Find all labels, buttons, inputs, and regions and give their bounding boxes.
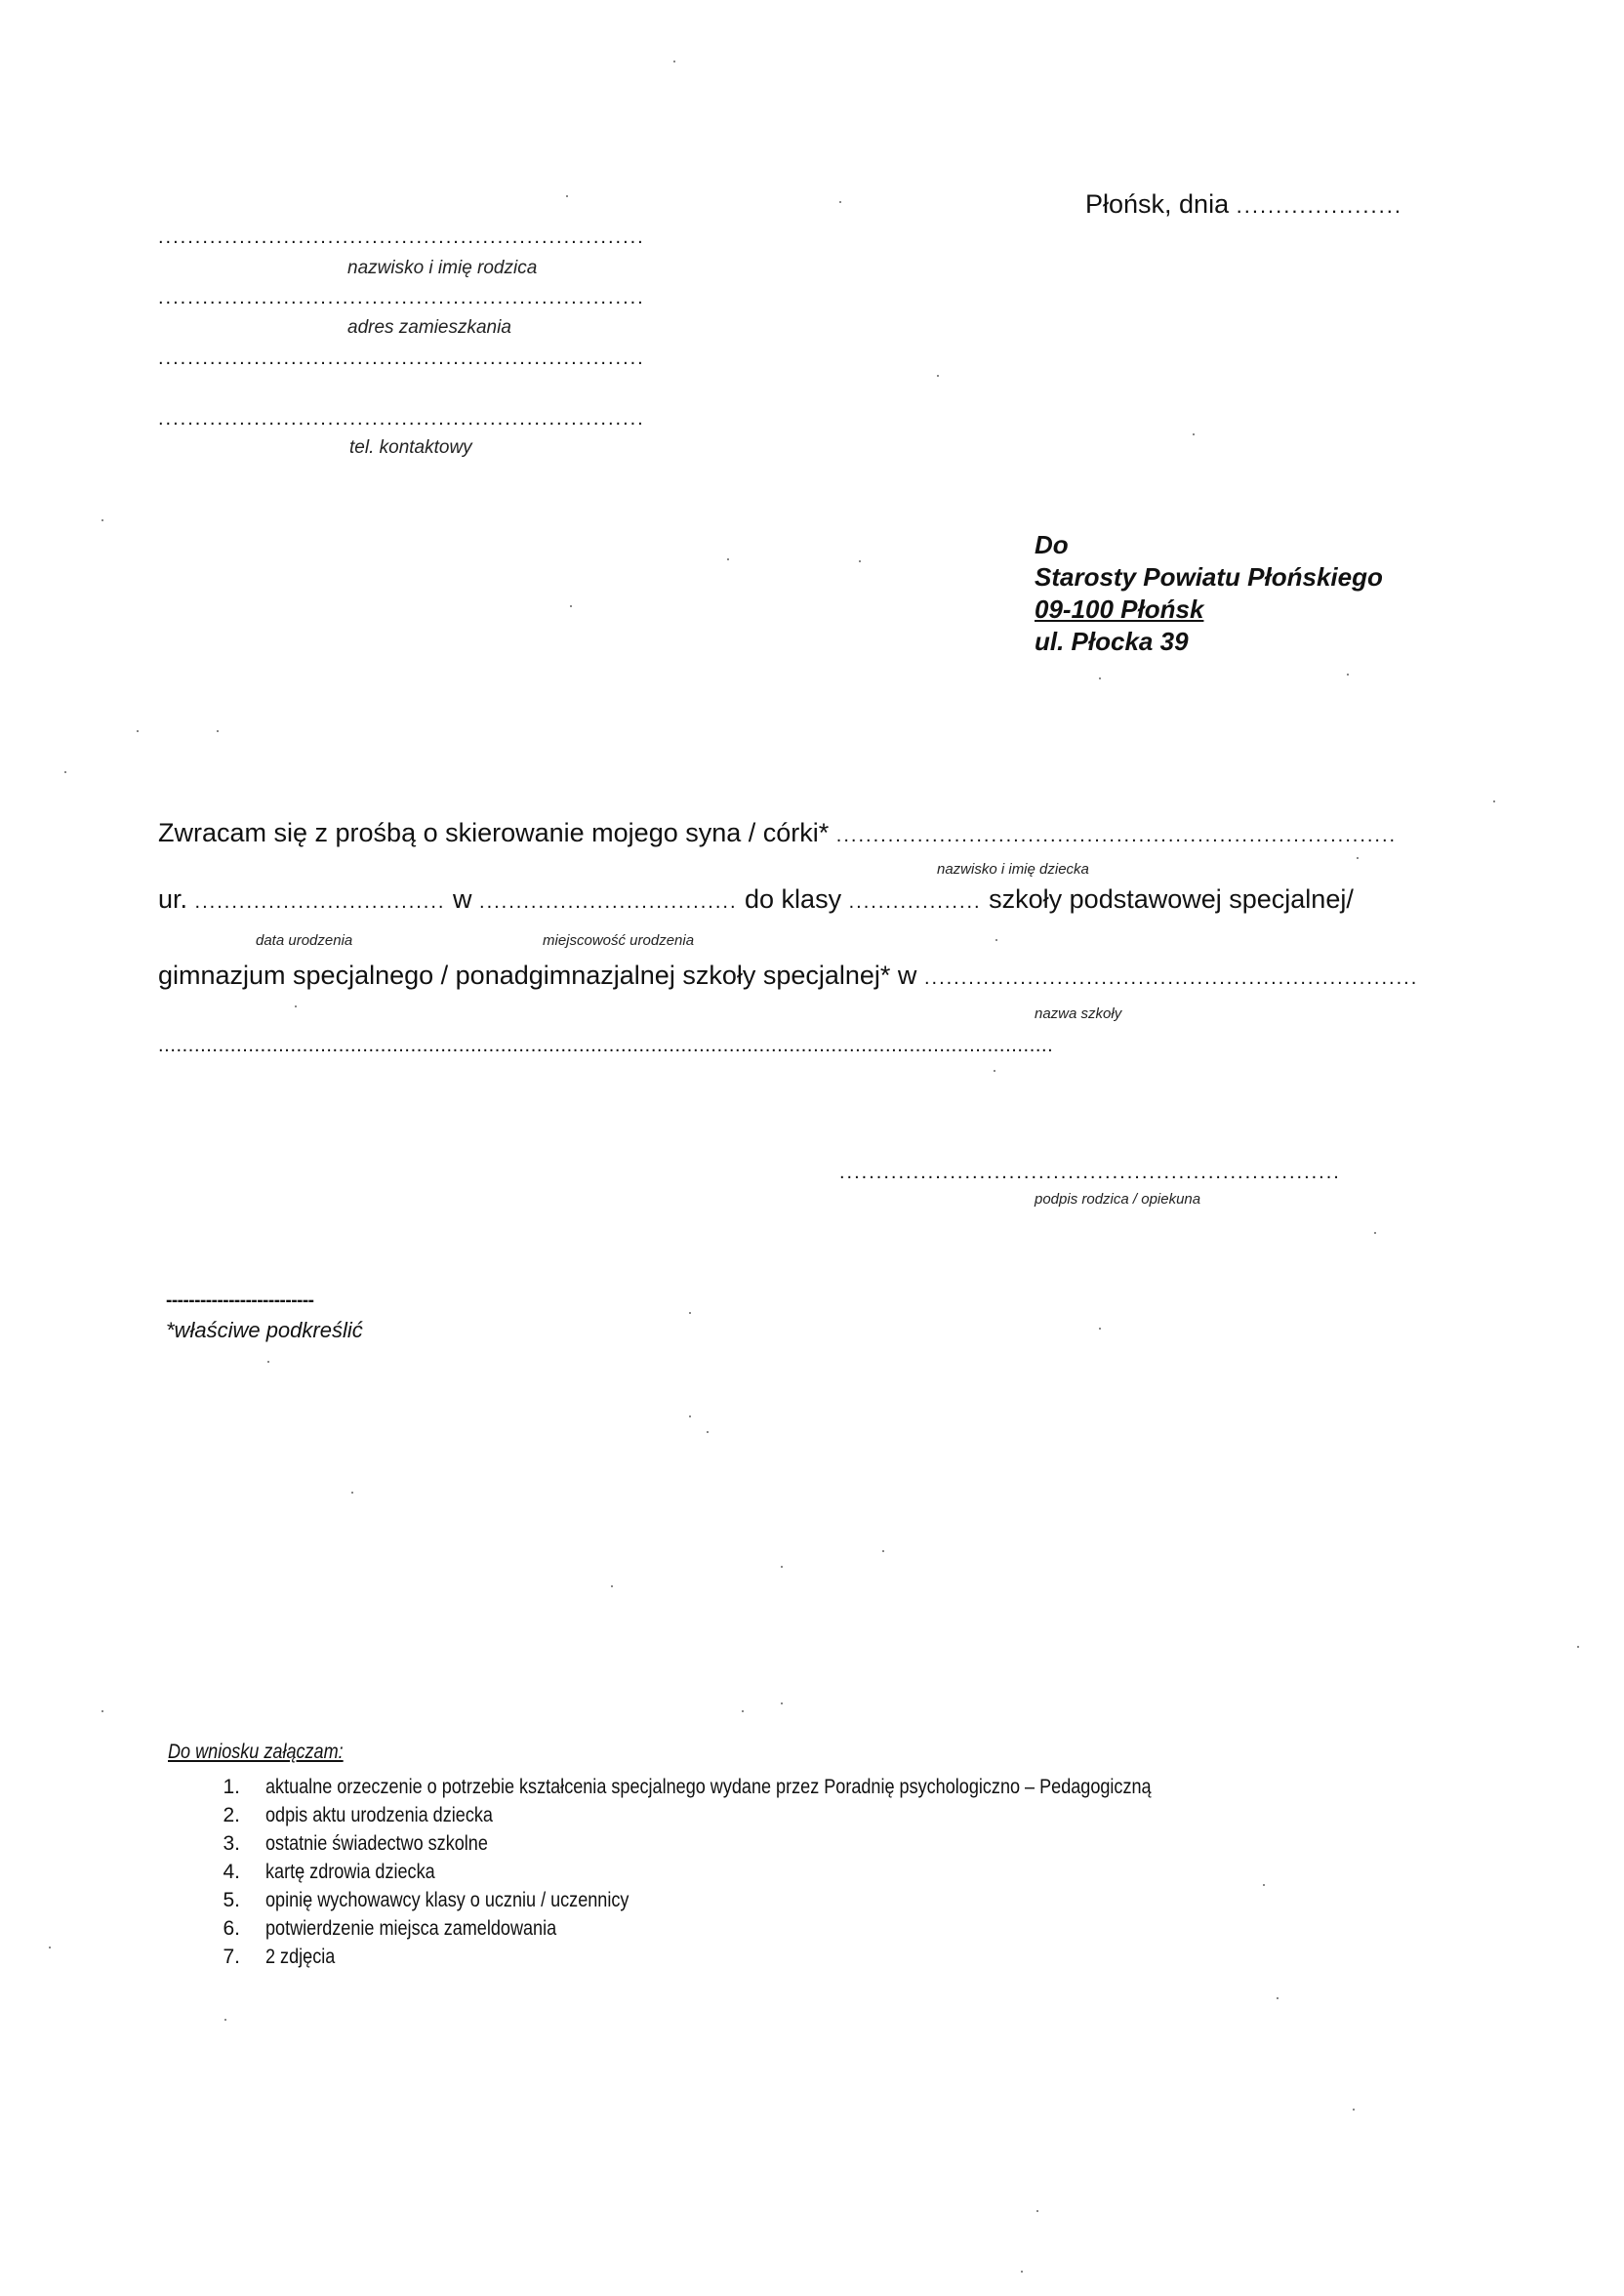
class-label: do klasy: [745, 884, 842, 914]
scan-speck: [64, 771, 66, 773]
child-name-caption: nazwisko i imię dziecka: [937, 861, 1089, 878]
attachments-heading: Do wniosku załączam:: [168, 1741, 344, 1763]
birth-date-caption: data urodzenia: [256, 932, 353, 949]
footnote-text: *właściwe podkreślić: [166, 1318, 363, 1342]
scan-speck: [707, 1431, 709, 1433]
signature-caption: podpis rodzica / opiekuna: [1035, 1191, 1201, 1208]
scan-speck: [267, 1361, 269, 1363]
phone-field[interactable]: ..................................................................: [158, 408, 645, 430]
parent-name-field[interactable]: ..................................................................: [158, 226, 645, 248]
recipient-line-to: Do: [1035, 530, 1069, 559]
request-line-2: [158, 884, 1354, 915]
scan-speck: [1493, 800, 1495, 802]
scan-speck: [1021, 2271, 1023, 2273]
parent-name-caption: nazwisko i imię rodzica: [347, 258, 538, 278]
school-name-field[interactable]: ...................................................................: [923, 967, 1419, 989]
scan-speck: [217, 730, 219, 732]
scan-speck: [781, 1566, 783, 1568]
scan-speck: [1353, 2109, 1355, 2111]
scan-speck: [224, 2019, 226, 2021]
class-field[interactable]: ..................: [848, 891, 982, 913]
scan-speck: [102, 519, 103, 521]
request-text-3: gimnazjum specjalnego / ponadgimnazjalnej szkoły specjalnej* w: [158, 961, 917, 990]
address-caption: adres zamieszkania: [347, 317, 511, 338]
phone-caption: tel. kontaktowy: [349, 437, 472, 458]
scan-speck: [102, 1710, 103, 1712]
w-label: w: [453, 884, 472, 914]
scan-speck: [689, 1415, 691, 1417]
scan-speck: [742, 1710, 744, 1712]
scan-speck: [1374, 1232, 1376, 1234]
scan-speck: [727, 558, 729, 560]
scan-speck: [1577, 1646, 1579, 1648]
scan-speck: [1357, 857, 1359, 859]
scan-speck: [611, 1585, 613, 1587]
birth-date-field[interactable]: ..................................: [194, 891, 446, 913]
school-name-field-2[interactable]: .....................................................................................................................................................: [158, 1035, 1054, 1056]
scan-speck: [351, 1492, 353, 1494]
scan-speck: [839, 201, 841, 203]
scan-speck: [995, 939, 997, 941]
scan-speck: [570, 605, 572, 607]
recipient-address: [1035, 529, 1383, 658]
scan-speck: [673, 61, 675, 62]
request-line-1: [158, 818, 1397, 848]
footnote-rule: --------------------------: [166, 1291, 314, 1311]
scan-speck: [1277, 1997, 1279, 1999]
birth-place-field[interactable]: ...................................: [479, 891, 738, 913]
address-field-2[interactable]: ..................................................................: [158, 348, 645, 369]
scan-speck: [49, 1947, 51, 1948]
scan-speck: [1347, 674, 1349, 676]
child-name-field[interactable]: ............................................................................: [835, 825, 1398, 846]
scan-speck: [937, 375, 939, 377]
recipient-line-office: Starosty Powiatu Płońskiego: [1035, 562, 1383, 592]
scan-speck: [1036, 2210, 1038, 2212]
scan-speck: [566, 195, 568, 197]
recipient-line-postcode: 09-100 Płońsk: [1035, 594, 1204, 624]
address-field-1[interactable]: ..................................................................: [158, 287, 645, 308]
scan-speck: [994, 1070, 995, 1072]
scan-speck: [137, 730, 139, 732]
scan-speck: [781, 1702, 783, 1704]
scan-speck: [295, 1005, 297, 1007]
date-field[interactable]: .....................: [1236, 193, 1402, 218]
request-line-3: [158, 961, 1418, 991]
scan-speck: [689, 1312, 691, 1314]
scan-speck: [1193, 433, 1195, 435]
recipient-line-street: ul. Płocka 39: [1035, 627, 1189, 656]
birth-place-caption: miejscowość urodzenia: [543, 932, 695, 949]
scan-speck: [1099, 677, 1101, 679]
school-type-primary: szkoły podstawowej specjalnej/: [989, 884, 1354, 914]
signature-field[interactable]: ....................................................................: [839, 1162, 1341, 1183]
scan-speck: [1263, 1884, 1265, 1886]
scan-speck: [859, 560, 861, 562]
scan-speck: [1099, 1328, 1101, 1330]
born-label: ur.: [158, 884, 188, 914]
scan-speck: [882, 1550, 884, 1552]
place-date: [1085, 189, 1402, 220]
school-name-caption: nazwa szkoły: [1035, 1005, 1122, 1022]
request-text-1: Zwracam się z prośbą o skierowanie mojego syna / córki*: [158, 818, 830, 847]
place-date-label: Płońsk, dnia: [1085, 189, 1230, 219]
